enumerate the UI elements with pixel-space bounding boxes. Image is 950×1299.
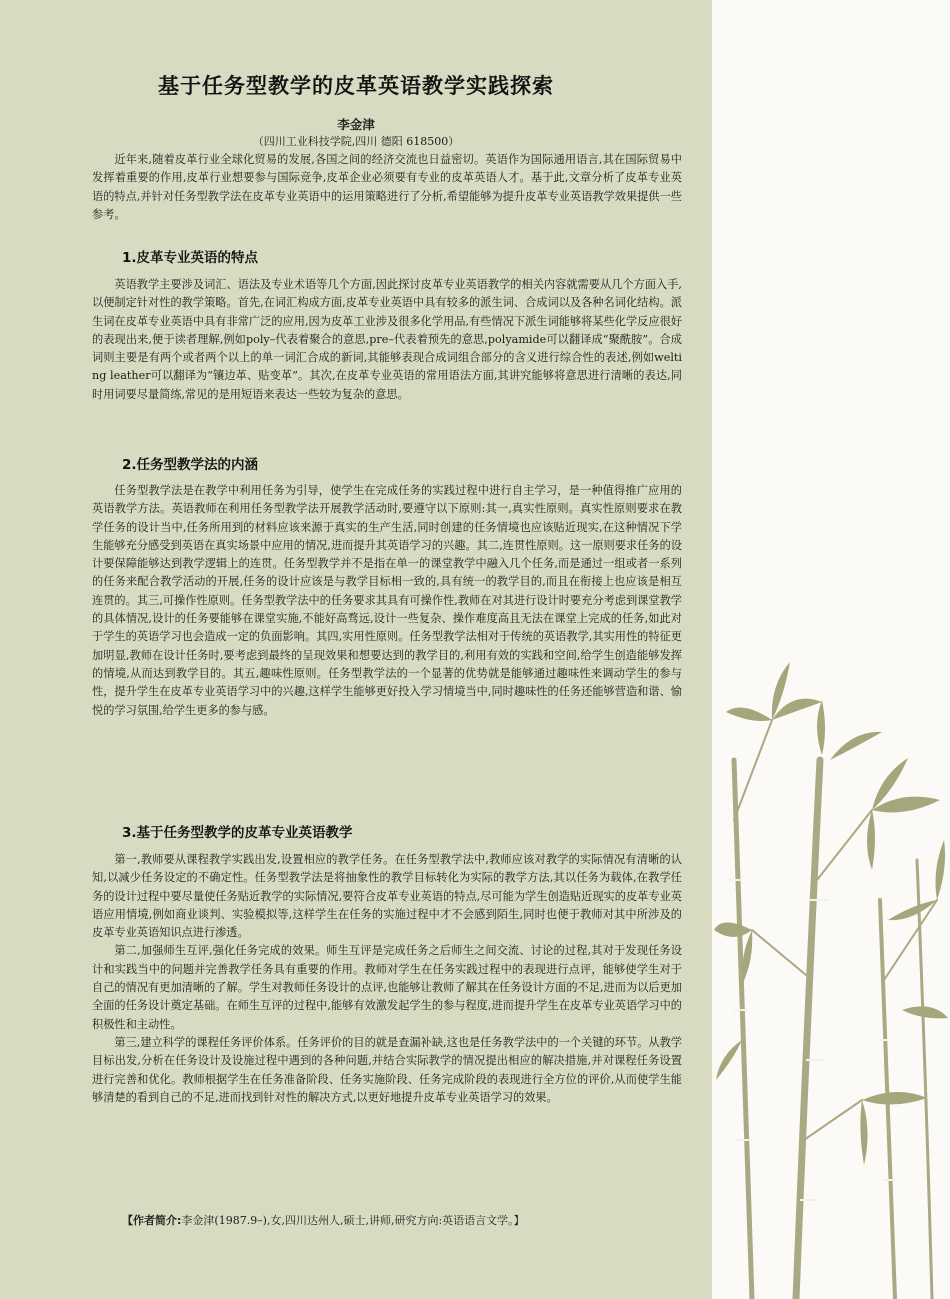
author-name: 李金津 [337,117,375,132]
bamboo-branch [817,810,872,880]
abstract [92,151,682,224]
paragraph: 任务型教学法是在教学中利用任务为引导，使学生在完成任务的实践过程中进行自主学习，是一种值得推广应用的英语教学方法。英语教师在利用任务型教学法开展教学活动时,要遵守以下原则:其一,真实性原则。真实性原则要求在教学任务的设计当中,任务所用到的材料应该来源于真实的生产生活,同时创建的任务情境也应该贴近现实,在这种情况下学生能够充分感受到英语在真实场景中应用的情况,进而提升其英语学习的兴趣。其二,连贯性原则。这一原则要求任务的设计要保障能够达到教学逻辑上的连贯。任务型教学并不是指在单一的课堂教学中融入几个任务,而是通过一组或者一系列的任务来配合教学活动的开展,任务的设计应该是与教学目标相一致的,具有统一的教学目的,而且在衔接上也应该是相互连贯的。其三,可操作性原则。任务型教学法中的任务要求其具有可操作性,教师在对其进行设计时要充分考虑到课堂教学的具体情况,设计的任务要能够在课堂实施,不能好高骛远,设计一些复杂、操作难度高且无法在课堂上完成的任务,如此对于学生的英语学习也会造成一定的负面影响。其四,实用性原则。任务型教学法相对于传统的英语教学,其实用性的特征更加明显,教师在设计任务时,要考虑到最终的呈现效果和想要达到的教学目的,利用有效的实践和空间,给学生创造能够发挥的情境,从而达到教学目的。其五,趣味性原则。任务型教学法的一个显著的优势就是能够通过趣味性来调动学生的参与性，提升学生在皮革专业英语学习中的兴趣,这样学生能够更好投入学习情境当中,同时趣味性的任务还能够营造和谐、愉悦的学习氛围,给学生更多的参与感。 [92,484,682,717]
article-title: 基于任务型教学的皮革英语教学实践探索 [158,73,554,98]
section-1-body [92,276,682,404]
section-2-body [92,482,682,720]
author-bio-label: 【作者简介: [122,1214,182,1227]
section-heading-1: 1.皮革专业英语的特点 [122,250,259,266]
author-bio-text: 李金津(1987.9–),女,四川达州人,硕士,讲师,研究方向:英语语言文学。】 [181,1214,525,1227]
bamboo-illustration [712,0,950,1299]
paragraph: 英语教学主要涉及词汇、语法及专业术语等几个方面,因此探讨皮革专业英语教学的相关内容就需要从几个方面入手,以便制定针对性的教学策略。首先,在词汇构成方面,皮革专业英语中具有较多的派生词、合成词以及各种名词化结构。派生词在皮革专业英语中具有非常广泛的应用,因为皮革工业涉及很多化学用品,有些情况下派生词能够将某些化学反应很好的表现出来,便于读者理解,例如poly–代表着聚合的意思,pre–代表着预先的意思,polyamide可以翻译成“聚酰胺”。合成词则主要是有两个或者两个以上的单一词汇合成的新词,其能够表现合成词组合部分的含义进行综合性的表述,例如welting leather可以翻译为“镶边革、贴变革”。其次,在皮革专业英语的常用语法方面,其讲究能够将意思进行清晰的表达,同时用词要尽量简练,常见的是用短语来表达一些较为复杂的意思。 [92,278,682,401]
author-affiliation: （四川工业科技学院,四川 德阳 618500） [252,135,460,148]
bamboo-stem [796,760,820,1299]
paragraph: 第一,教师要从课程教学实践出发,设置相应的教学任务。在任务型教学法中,教师应该对教学的实际情况有清晰的认知,以减少任务设定的不确定性。任务型教学法是将抽象性的教学目标转化为实际的教学方法,其以任务为载体,在教学任务的设计过程中要尽量使任务贴近教学的实际情况,要符合皮革专业英语的特点,尽可能为学生创造贴近现实的皮革专业英语应用情境,例如商业谈判、实验模拟等,这样学生在任务的实施过程中才不会感到陌生,同时也便于教师对其中所涉及的皮革专业英语知识点进行渗透。 [92,853,682,940]
paragraph: 第三,建立科学的课程任务评价体系。任务评价的目的就是查漏补缺,这也是任务教学法中的一个关键的环节。从教学目标出发,分析在任务设计及设施过程中遇到的各种问题,并结合实际教学的情况提出相应的解决措施,并对课程任务设置进行完善和优化。教师根据学生在任务准备阶段、任务实施阶段、任务完成阶段的表现进行全方位的评价,从而使学生能够清楚的看到自己的不足,进而找到针对性的解决方式,以更好地提升皮革专业英语学习的效果。 [92,1035,682,1104]
bamboo-branch [734,720,772,820]
abstract-text: 近年来,随着皮革行业全球化贸易的发展,各国之间的经济交流也日益密切。英语作为国际通用语言,其在国际贸易中发挥着重要的作用,皮革行业想要参与国际竞争,皮革企业必须要有专业的皮革英语人才。基于此,文章分析了皮革专业英语的特点,并针对任务型教学法在皮革专业英语中的运用策略进行了分析,希望能够为提升皮革专业英语教学效果提供一些参考。 [92,153,682,221]
section-heading-3: 3.基于任务型教学的皮革专业英语教学 [122,825,353,841]
bamboo-branch [752,930,812,980]
author-bio [122,1212,692,1230]
bamboo-stem [734,760,752,1299]
decorative-margin [712,0,950,1299]
section-3-body [92,851,682,1107]
section-heading-2: 2.任务型教学法的内涵 [122,457,259,473]
bamboo-branch [804,1100,862,1140]
paragraph: 第二,加强师生互评,强化任务完成的效果。师生互评是完成任务之后师生之间交流、讨论的过程,其对于发现任务设计和实践当中的问题并完善教学任务具有重要的作用。教师对学生在任务实践过程中的表现进行点评，能够使学生对于自己的情况有更加清晰的了解。学生对教师任务设计的点评,也能够让教师了解其在任务设计方面的不足,进而为以后更加全面的任务设计奠定基础。在师生互评的过程中,能够有效激发起学生的参与程度,进而提升学生在皮革专业英语学习中的积极性和主动性。 [92,944,682,1031]
bamboo-leaves [714,662,948,1165]
